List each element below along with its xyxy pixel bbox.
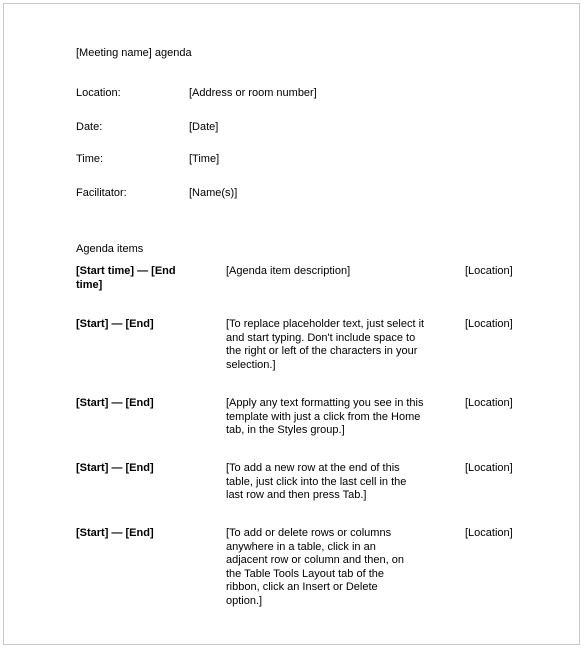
agenda-item-time: [Start] — [End] <box>76 397 154 409</box>
agenda-item-location: [Location] <box>465 397 513 409</box>
agenda-item-description: [To add or delete rows or columns anywhere in a table, click in an adjacent row or column and then, on the Table Tools Layout tab of the ribbon, click an Insert or Delete option.] <box>226 527 404 607</box>
agenda-item-description: [To add a new row at the end of this table, just click into the last cell in the last row and then press Tab.] <box>226 462 407 501</box>
agenda-item-location: [Location] <box>465 527 513 539</box>
date-value: [Date] <box>189 121 219 133</box>
agenda-item-location: [Location] <box>465 265 513 277</box>
location-value: [Address or room number] <box>189 87 317 99</box>
agenda-item-time: [Start] — [End] <box>76 318 154 330</box>
agenda-item-location: [Location] <box>465 462 513 474</box>
agenda-item-time: [Start] — [End] <box>76 527 154 539</box>
document-page <box>3 3 580 645</box>
agenda-heading: Agenda items <box>76 243 144 255</box>
time-label: Time: <box>76 153 104 165</box>
location-label: Location: <box>76 87 121 99</box>
agenda-item-time: [Start time] — [End time] <box>76 265 176 291</box>
agenda-item-description: [To replace placeholder text, just select it and start typing. Don't include space to the right or left of the characters in your selection.] <box>226 318 425 371</box>
agenda-item-time: [Start] — [End] <box>76 462 154 474</box>
facilitator-value: [Name(s)] <box>189 187 238 199</box>
agenda-item-description: [Apply any text formatting you see in this template with just a click from the Home tab, in the Styles group.] <box>226 397 424 436</box>
page-title: [Meeting name] agenda <box>76 47 192 59</box>
time-value: [Time] <box>189 153 220 165</box>
facilitator-label: Facilitator: <box>76 187 127 199</box>
date-label: Date: <box>76 121 103 133</box>
agenda-item-location: [Location] <box>465 318 513 330</box>
agenda-item-description: [Agenda item description] <box>226 265 351 277</box>
